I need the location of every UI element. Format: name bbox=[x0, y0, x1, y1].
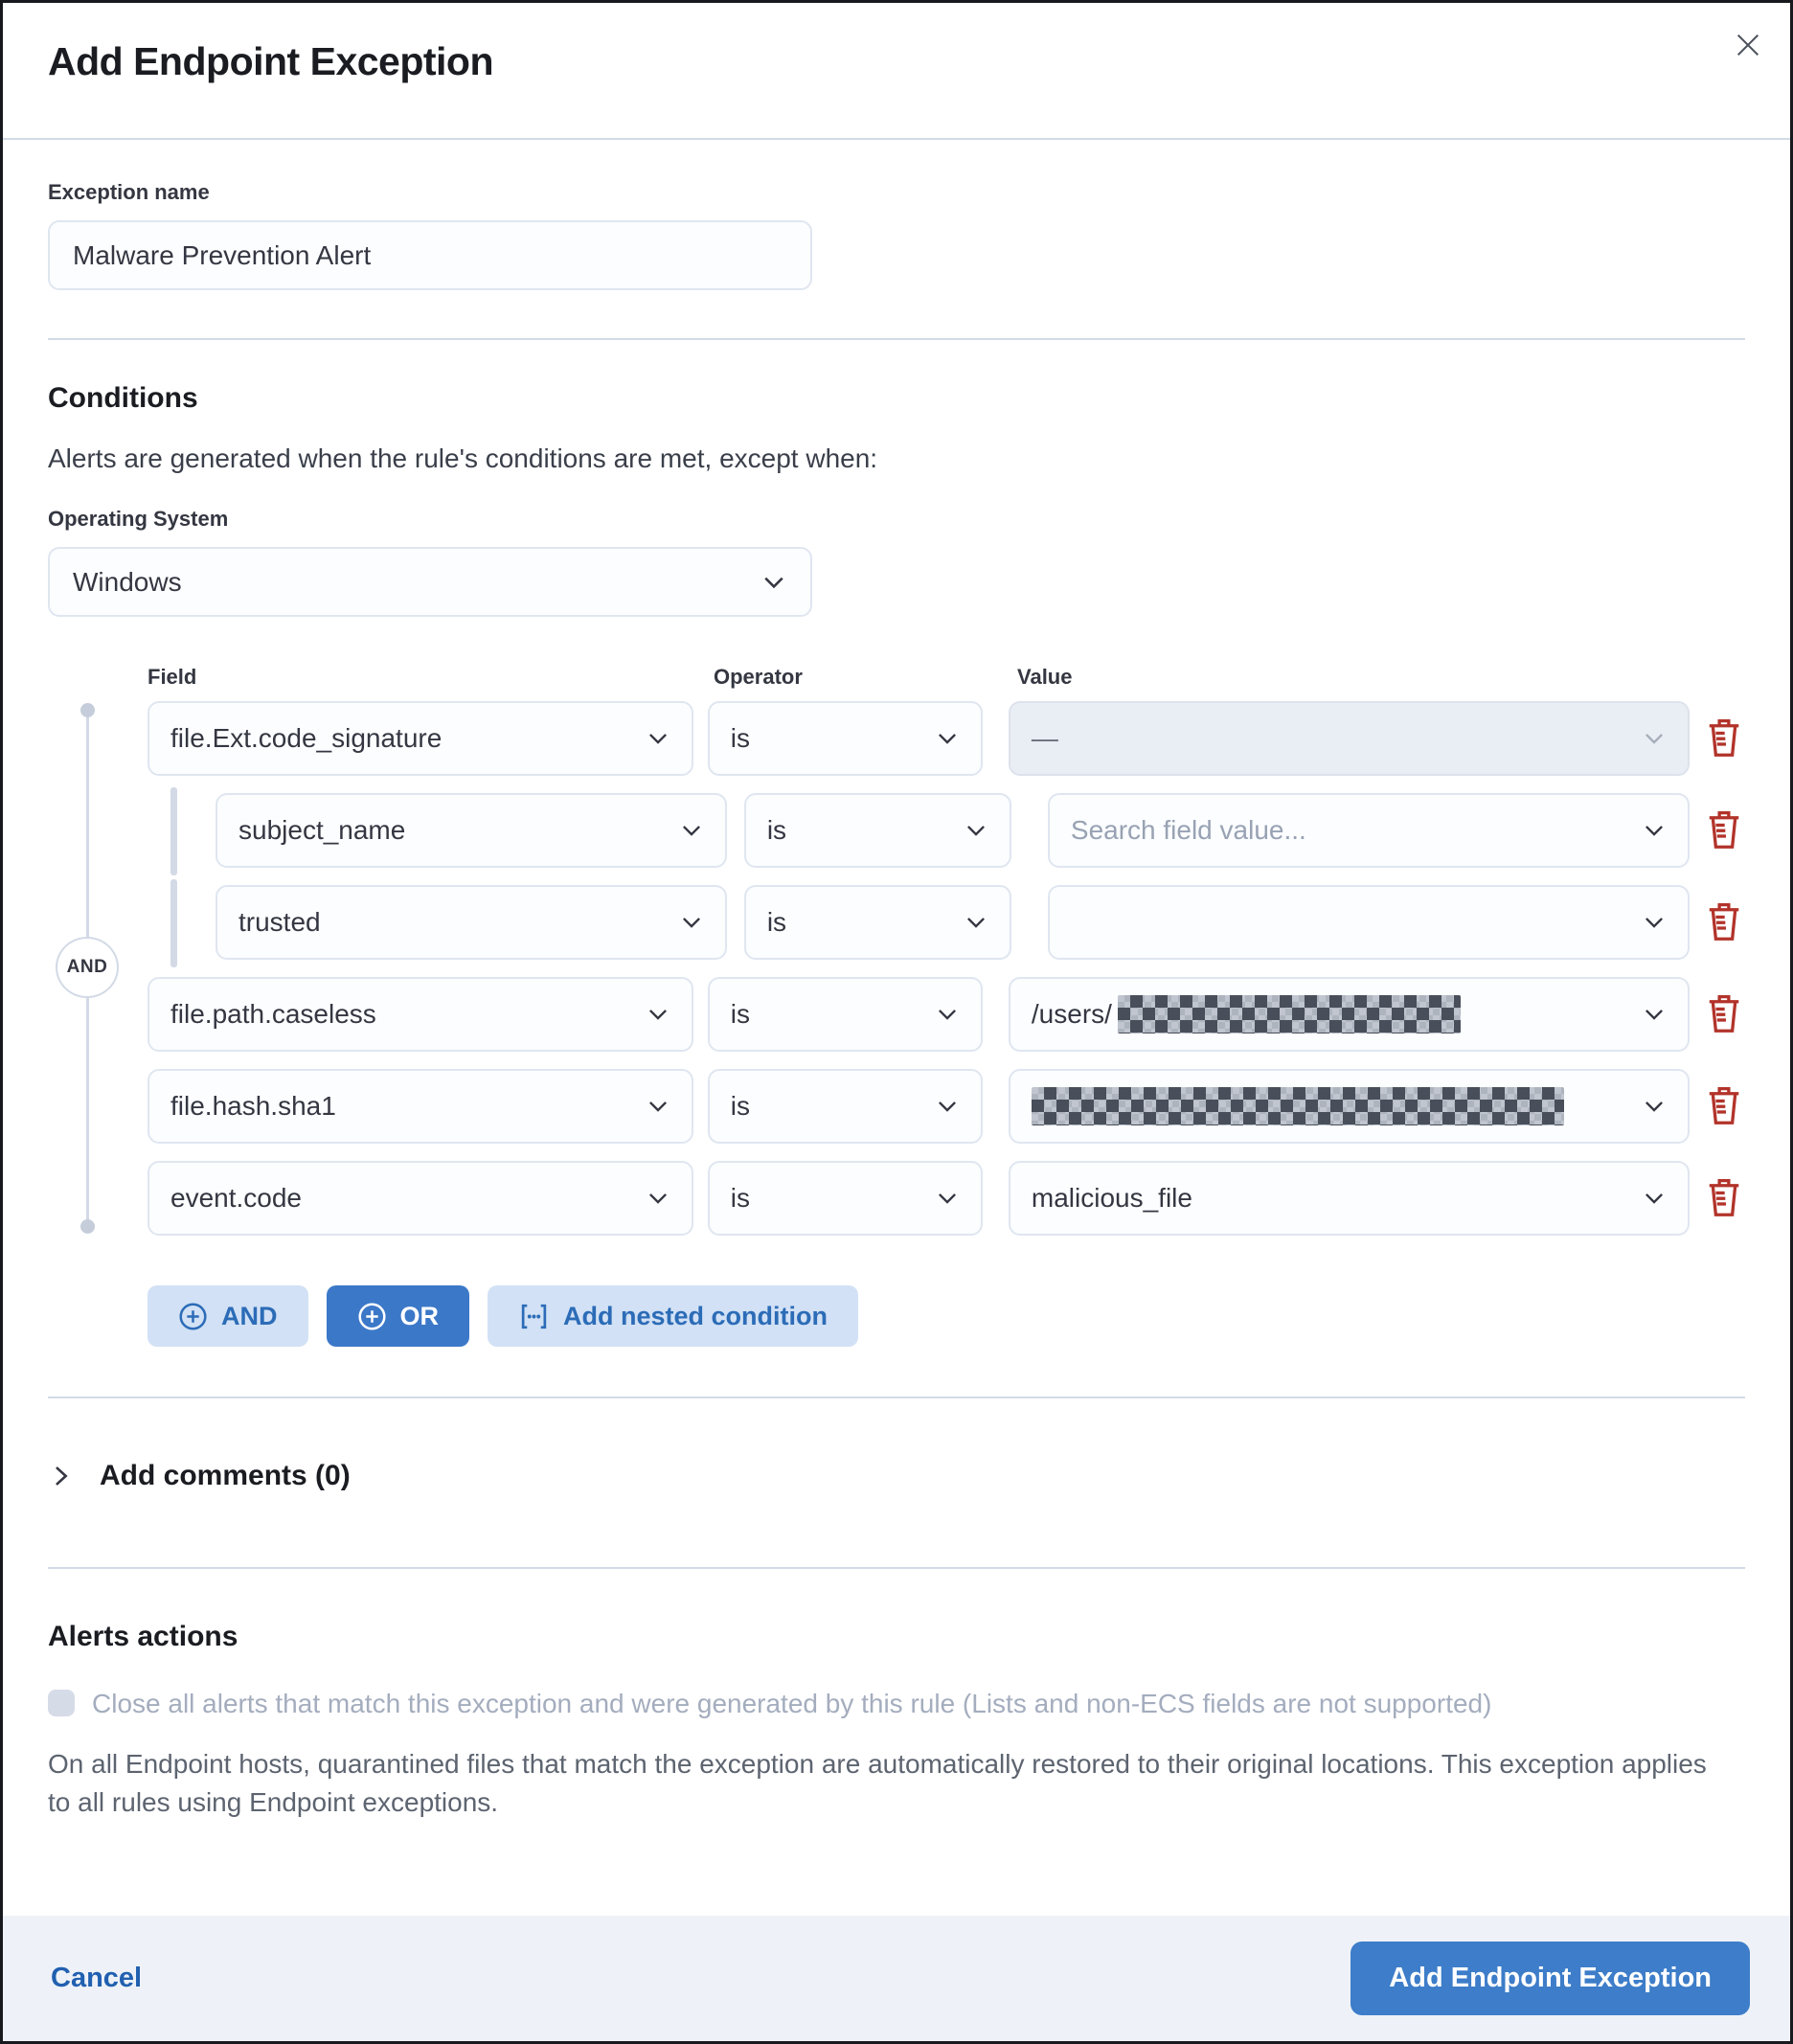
os-selected-value: Windows bbox=[73, 566, 182, 597]
operator-select[interactable] bbox=[744, 793, 1011, 868]
condition-row bbox=[148, 701, 1745, 776]
condition-row bbox=[148, 977, 1745, 1052]
divider bbox=[48, 1397, 1745, 1398]
field-value: file.hash.sha1 bbox=[170, 1091, 336, 1121]
delete-condition-button[interactable] bbox=[1703, 807, 1745, 853]
os-label: Operating System bbox=[48, 507, 229, 531]
add-comments-label: Add comments (0) bbox=[100, 1460, 351, 1491]
builder-column-headers bbox=[148, 665, 1745, 690]
condition-rows bbox=[66, 701, 1745, 1236]
field-value: event.code bbox=[170, 1183, 302, 1213]
add-and-label: AND bbox=[221, 1301, 278, 1330]
field-select[interactable] bbox=[148, 977, 693, 1052]
and-logic-badge: AND bbox=[56, 937, 119, 998]
redacted-value bbox=[1032, 1087, 1564, 1125]
conditions-description: Alerts are generated when the rule's conditions are met, except when: bbox=[48, 443, 878, 473]
builder-buttons bbox=[148, 1285, 1745, 1347]
alerts-actions-heading: Alerts actions bbox=[48, 1621, 238, 1652]
close-alerts-checkbox bbox=[48, 1690, 75, 1716]
chevron-down-icon bbox=[935, 1002, 960, 1027]
trash-icon bbox=[1706, 810, 1742, 851]
chevron-down-icon bbox=[1642, 1094, 1667, 1119]
value-select[interactable] bbox=[1048, 793, 1690, 868]
close-button[interactable] bbox=[1727, 24, 1769, 66]
value-select[interactable] bbox=[1048, 885, 1690, 960]
chevron-down-icon bbox=[935, 1094, 960, 1119]
delete-condition-button[interactable] bbox=[1703, 715, 1745, 761]
add-comments-toggle[interactable] bbox=[48, 1460, 351, 1492]
chevron-down-icon bbox=[760, 569, 787, 596]
add-or-label: OR bbox=[399, 1301, 439, 1330]
field-select[interactable] bbox=[216, 793, 727, 868]
trash-icon bbox=[1706, 994, 1742, 1034]
delete-condition-button[interactable] bbox=[1703, 1083, 1745, 1129]
value-text: /users/ bbox=[1031, 999, 1112, 1029]
trash-icon bbox=[1706, 1178, 1742, 1218]
trash-icon bbox=[1706, 1086, 1742, 1126]
chevron-down-icon bbox=[646, 1094, 670, 1119]
operator-value: is bbox=[766, 907, 787, 937]
operator-column-header: Operator bbox=[714, 665, 803, 689]
value-select[interactable] bbox=[1009, 1161, 1690, 1236]
chevron-right-icon bbox=[48, 1464, 73, 1488]
os-select[interactable] bbox=[48, 547, 812, 617]
add-nested-label: Add nested condition bbox=[563, 1301, 828, 1330]
endpoint-exception-note: On all Endpoint hosts, quarantined files that match the exception are automatically restored to their original locations. This exception applies to all rules using Endpoint exceptions. bbox=[48, 1749, 1707, 1817]
modal-footer bbox=[3, 1916, 1790, 2041]
field-select[interactable] bbox=[148, 1161, 693, 1236]
value-placeholder: Search field value... bbox=[1070, 815, 1306, 845]
exception-name-input[interactable] bbox=[48, 220, 812, 290]
close-alerts-checkbox-label: Close all alerts that match this exception and were generated by this rule (Lists and non-ECS fields are not supported) bbox=[92, 1689, 1492, 1718]
cancel-button[interactable]: Cancel bbox=[51, 1963, 143, 1993]
field-value: file.path.caseless bbox=[170, 999, 376, 1029]
value-select-disabled bbox=[1009, 701, 1690, 776]
trash-icon bbox=[1706, 902, 1742, 943]
close-alerts-checkbox-row bbox=[48, 1686, 1745, 1722]
delete-condition-button[interactable] bbox=[1703, 991, 1745, 1037]
plus-circle-icon bbox=[357, 1302, 387, 1331]
chevron-down-icon bbox=[935, 726, 960, 751]
operator-select[interactable] bbox=[708, 1069, 983, 1144]
nested-brackets-icon bbox=[518, 1301, 550, 1332]
operator-value: is bbox=[730, 1183, 750, 1213]
add-nested-condition-button[interactable] bbox=[488, 1285, 858, 1347]
modal-header bbox=[3, 3, 1790, 140]
trash-icon bbox=[1706, 718, 1742, 759]
chevron-down-icon bbox=[1642, 910, 1667, 935]
modal-body bbox=[3, 180, 1790, 1822]
operator-value: is bbox=[730, 999, 750, 1029]
chevron-down-icon bbox=[964, 910, 988, 935]
chevron-down-icon bbox=[1642, 1002, 1667, 1027]
delete-condition-button[interactable] bbox=[1703, 1175, 1745, 1221]
redacted-value bbox=[1118, 995, 1461, 1033]
chevron-down-icon bbox=[1642, 818, 1667, 843]
condition-row bbox=[148, 1069, 1745, 1144]
add-and-button[interactable] bbox=[148, 1285, 308, 1347]
chevron-down-icon bbox=[964, 818, 988, 843]
chevron-down-icon bbox=[1642, 1186, 1667, 1211]
operator-select[interactable] bbox=[708, 701, 983, 776]
operator-value: is bbox=[766, 815, 787, 845]
modal-title: Add Endpoint Exception bbox=[48, 39, 494, 83]
field-select[interactable] bbox=[216, 885, 727, 960]
value-select[interactable] bbox=[1009, 977, 1690, 1052]
field-select[interactable] bbox=[148, 1069, 693, 1144]
field-select[interactable] bbox=[148, 701, 693, 776]
condition-row-nested bbox=[148, 793, 1745, 868]
divider bbox=[48, 338, 1745, 340]
operator-value: is bbox=[730, 1091, 750, 1121]
delete-condition-button[interactable] bbox=[1703, 899, 1745, 945]
chevron-down-icon bbox=[646, 1186, 670, 1211]
value-text: malicious_file bbox=[1031, 1183, 1192, 1213]
chevron-down-icon bbox=[646, 726, 670, 751]
exception-name-label: Exception name bbox=[48, 180, 210, 204]
chevron-down-icon bbox=[679, 818, 704, 843]
field-column-header: Field bbox=[148, 665, 197, 689]
value-select[interactable] bbox=[1009, 1069, 1690, 1144]
condition-builder bbox=[48, 665, 1745, 1347]
plus-circle-icon bbox=[178, 1302, 208, 1331]
close-icon bbox=[1734, 31, 1762, 59]
add-or-button[interactable] bbox=[327, 1285, 470, 1347]
field-value: subject_name bbox=[238, 815, 406, 845]
chevron-down-icon bbox=[1642, 726, 1667, 751]
field-value: file.Ext.code_signature bbox=[170, 723, 443, 753]
field-value: trusted bbox=[238, 907, 321, 937]
chevron-down-icon bbox=[935, 1186, 960, 1211]
chevron-down-icon bbox=[679, 910, 704, 935]
conditions-heading: Conditions bbox=[48, 382, 198, 414]
condition-row bbox=[148, 1161, 1745, 1236]
operator-select[interactable] bbox=[708, 977, 983, 1052]
add-endpoint-exception-button[interactable]: Add Endpoint Exception bbox=[1350, 1942, 1750, 2015]
operator-select[interactable] bbox=[708, 1161, 983, 1236]
divider bbox=[48, 1567, 1745, 1569]
chevron-down-icon bbox=[646, 1002, 670, 1027]
operator-value: is bbox=[730, 723, 750, 753]
value-dash: — bbox=[1031, 723, 1058, 753]
exception-name-value: Malware Prevention Alert bbox=[73, 239, 372, 270]
operator-select[interactable] bbox=[744, 885, 1011, 960]
value-column-header: Value bbox=[1017, 665, 1073, 689]
condition-row-nested bbox=[148, 885, 1745, 960]
